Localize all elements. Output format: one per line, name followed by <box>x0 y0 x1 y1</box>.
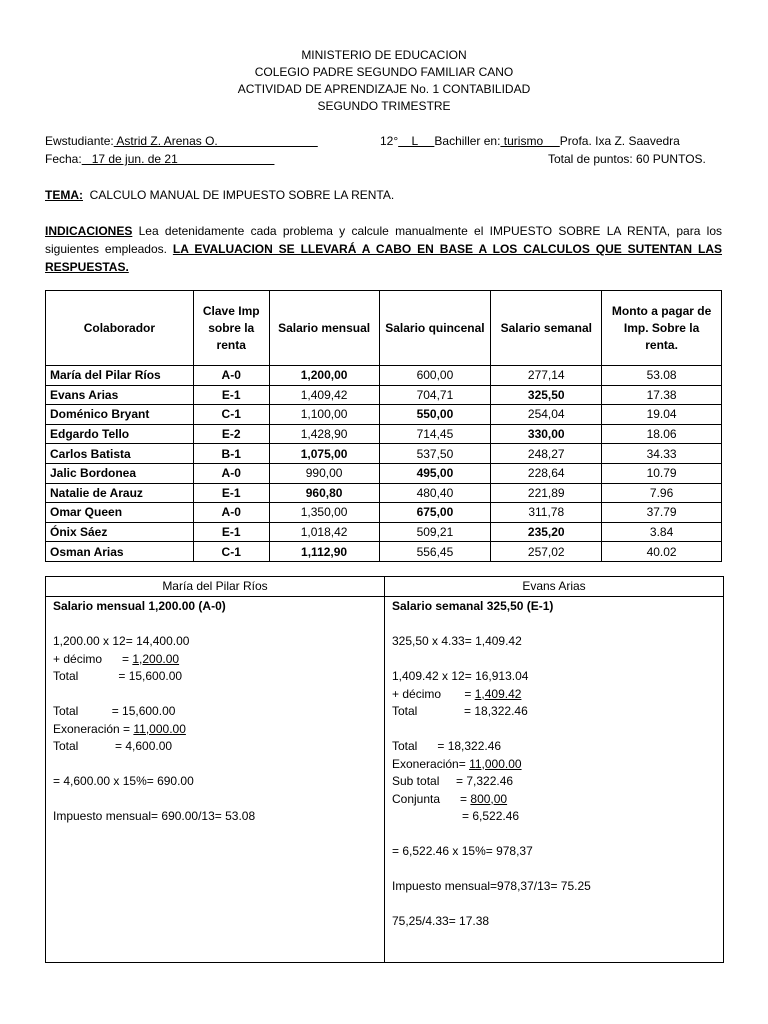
monthly-salary: 1,428,90 <box>269 424 379 444</box>
student-label: Ewstudiante: <box>45 134 114 148</box>
weekly-salary: 330,00 <box>491 424 602 444</box>
employee-name: Omar Queen <box>46 503 194 523</box>
col-header: Monto a pagar de Imp. Sobre la renta. <box>602 291 722 366</box>
calc-line <box>392 843 717 861</box>
calc-line <box>392 616 717 634</box>
table-row <box>46 542 722 562</box>
employee-name: Edgardo Tello <box>46 424 194 444</box>
calc-text: Impuesto mensual= 690.00/13= 53.08 <box>53 809 256 823</box>
table-row <box>46 405 722 425</box>
date-value: 17 de jun. de 21 <box>81 152 275 166</box>
calc-line <box>53 756 378 774</box>
calc-line <box>53 668 378 686</box>
employee-name: Evans Arias <box>46 385 194 405</box>
calc-line <box>392 738 717 756</box>
weekly-salary: 235,20 <box>491 522 602 542</box>
weekly-salary: 257,02 <box>491 542 602 562</box>
calc-line <box>392 913 717 931</box>
calc-underlined-value: 11,000.00 <box>469 756 522 771</box>
employee-name: Ónix Sáez <box>46 522 194 542</box>
monthly-salary: 990,00 <box>269 463 379 483</box>
calc-line <box>392 668 717 686</box>
calc-underlined-value: 1,409.42 <box>474 686 522 701</box>
calc-line <box>53 598 378 616</box>
employee-name: Natalie de Arauz <box>46 483 194 503</box>
tema-text: CALCULO MANUAL DE IMPUESTO SOBRE LA RENTA. <box>83 188 395 202</box>
calc-line <box>53 738 378 756</box>
col-header: Salario mensual <box>269 291 379 366</box>
grade-value: L <box>398 134 435 148</box>
grade-label: 12° <box>380 134 399 148</box>
calc-text: Total = 4,600.00 <box>53 739 173 753</box>
calc-text: + décimo = <box>53 651 133 666</box>
student-name: Astrid Z. Arenas O. <box>113 134 318 148</box>
employee-name: Carlos Batista <box>46 444 194 464</box>
indicaciones-label: INDICACIONES <box>45 224 133 238</box>
calc-line <box>53 686 378 704</box>
calc-text: Exoneración= <box>392 756 470 771</box>
tax-code: A-0 <box>193 503 269 523</box>
left-calc-title: María del Pilar Ríos <box>162 579 268 593</box>
employee-name: Doménico Bryant <box>46 405 194 425</box>
tax-code: C-1 <box>193 542 269 562</box>
indicaciones-text: Lea detenidamente cada problema y calcule manualmente el IMPUESTO SOBRE LA RENTA, para los siguientes empleados. <box>45 224 722 256</box>
tax-amount: 18.06 <box>602 424 722 444</box>
date-row <box>45 152 274 166</box>
calc-line <box>392 651 717 669</box>
biweekly-salary: 714,45 <box>379 424 491 444</box>
right-calc-title: Evans Arias <box>522 579 586 593</box>
calc-text: = 4,600.00 x 15%= 690.00 <box>53 774 194 788</box>
tax-amount: 10.79 <box>602 463 722 483</box>
monthly-salary: 1,409,42 <box>269 385 379 405</box>
biweekly-salary: 509,21 <box>379 522 491 542</box>
calc-text: 325,50 x 4.33= 1,409.42 <box>392 634 522 648</box>
tax-code: A-0 <box>193 463 269 483</box>
table-row <box>46 444 722 464</box>
monthly-salary: 1,200,00 <box>269 366 379 386</box>
date-label: Fecha: <box>45 152 82 166</box>
table-header-row <box>46 291 722 366</box>
calculation-box <box>45 576 724 963</box>
calc-text: = 6,522.46 x 15%= 978,37 <box>392 844 533 858</box>
calc-text: 1,200.00 x 12= 14,400.00 <box>53 634 190 648</box>
calc-text: Sub total = 7,322.46 <box>392 774 514 788</box>
tax-amount: 34.33 <box>602 444 722 464</box>
table-row <box>46 424 722 444</box>
calc-line <box>392 808 717 826</box>
tax-amount: 17.38 <box>602 385 722 405</box>
school-name: COLEGIO PADRE SEGUNDO FAMILIAR CANO <box>254 65 514 79</box>
calc-line <box>392 773 717 791</box>
col-header: Salario semanal <box>491 291 602 366</box>
table-row <box>46 503 722 523</box>
table-row <box>46 522 722 542</box>
student-row <box>45 134 318 148</box>
monthly-salary: 1,075,00 <box>269 444 379 464</box>
calc-underlined-value: 1,200.00 <box>132 651 180 666</box>
table-row <box>46 366 722 386</box>
calc-text: Conjunta = <box>392 791 471 806</box>
monthly-salary: 1,100,00 <box>269 405 379 425</box>
calc-text: Exoneración = <box>53 721 134 736</box>
right-calc-body <box>392 598 717 931</box>
tema-label: TEMA: <box>45 188 83 202</box>
tax-amount: 3.84 <box>602 522 722 542</box>
tax-amount: 40.02 <box>602 542 722 562</box>
grade-group <box>380 134 680 148</box>
calc-line <box>392 721 717 739</box>
table-row <box>46 385 722 405</box>
indicaciones <box>45 222 722 276</box>
calc-underlined-value: 11,000.00 <box>133 721 186 736</box>
calc-line <box>53 721 378 739</box>
calc-text: Total = 18,322.46 <box>392 704 528 718</box>
calc-text: + décimo = <box>392 686 475 701</box>
biweekly-salary: 600,00 <box>379 366 491 386</box>
tax-code: E-2 <box>193 424 269 444</box>
biweekly-salary: 556,45 <box>379 542 491 562</box>
calc-text: Salario mensual 1,200.00 (A-0) <box>53 599 226 613</box>
biweekly-salary: 480,40 <box>379 483 491 503</box>
employee-name: Osman Arias <box>46 542 194 562</box>
bachiller-label: Bachiller en: <box>434 134 501 148</box>
calc-text: 1,409.42 x 12= 16,913.04 <box>392 669 529 683</box>
teacher-name: Profa. Ixa Z. Saavedra <box>559 134 680 148</box>
tax-code: C-1 <box>193 405 269 425</box>
calc-line <box>53 808 378 826</box>
tema-row <box>45 188 394 202</box>
weekly-salary: 254,04 <box>491 405 602 425</box>
weekly-salary: 277,14 <box>491 366 602 386</box>
ministry-title: MINISTERIO DE EDUCACION <box>301 48 467 62</box>
calc-underlined-value: 800,00 <box>470 791 508 806</box>
col-header: Clave Imp sobre la renta <box>193 291 269 366</box>
biweekly-salary: 675,00 <box>379 503 491 523</box>
table-row <box>46 463 722 483</box>
tax-amount: 37.79 <box>602 503 722 523</box>
employees-table <box>45 290 722 562</box>
trimester: SEGUNDO TRIMESTRE <box>317 99 451 113</box>
calc-line <box>392 896 717 914</box>
calc-line <box>392 878 717 896</box>
employee-name: María del Pilar Ríos <box>46 366 194 386</box>
col-header: Colaborador <box>46 291 194 366</box>
weekly-salary: 248,27 <box>491 444 602 464</box>
biweekly-salary: 550,00 <box>379 405 491 425</box>
tax-code: A-0 <box>193 366 269 386</box>
tax-code: E-1 <box>193 483 269 503</box>
tax-code: E-1 <box>193 522 269 542</box>
total-points: Total de puntos: 60 PUNTOS. <box>548 152 706 166</box>
calc-line <box>53 651 378 669</box>
biweekly-salary: 704,71 <box>379 385 491 405</box>
calc-text: Salario semanal 325,50 (E-1) <box>392 599 554 613</box>
biweekly-salary: 495,00 <box>379 463 491 483</box>
header-divider <box>46 596 723 597</box>
weekly-salary: 228,64 <box>491 463 602 483</box>
indicaciones-emphasis: LA EVALUACION SE LLEVARÁ A CABO EN BASE A LOS CALCULOS QUE SUTENTAN LAS RESPUESTAS. <box>45 242 722 274</box>
calc-line <box>392 686 717 704</box>
weekly-salary: 221,89 <box>491 483 602 503</box>
column-divider <box>384 577 385 962</box>
calc-line <box>392 633 717 651</box>
calc-line <box>392 703 717 721</box>
calc-text: = 6,522.46 <box>392 809 520 823</box>
calc-text: Total = 15,600.00 <box>53 669 183 683</box>
col-header: Salario quincenal <box>379 291 491 366</box>
tax-amount: 7.96 <box>602 483 722 503</box>
weekly-salary: 311,78 <box>491 503 602 523</box>
calc-line <box>53 616 378 634</box>
monthly-salary: 1,350,00 <box>269 503 379 523</box>
calc-text: Total = 15,600.00 <box>53 704 176 718</box>
calc-line <box>392 791 717 809</box>
calc-line <box>392 861 717 879</box>
calc-line <box>53 703 378 721</box>
calc-text: Total = 18,322.46 <box>392 739 502 753</box>
monthly-salary: 960,80 <box>269 483 379 503</box>
tax-code: E-1 <box>193 385 269 405</box>
calc-text: Impuesto mensual=978,37/13= 75.25 <box>392 879 591 893</box>
employee-name: Jalic Bordonea <box>46 463 194 483</box>
monthly-salary: 1,112,90 <box>269 542 379 562</box>
calc-line <box>53 791 378 809</box>
activity-title: ACTIVIDAD DE APRENDIZAJE No. 1 CONTABILIDAD <box>237 82 531 96</box>
tax-amount: 53.08 <box>602 366 722 386</box>
tax-amount: 19.04 <box>602 405 722 425</box>
calc-line <box>392 756 717 774</box>
calc-line <box>392 598 717 616</box>
tax-code: B-1 <box>193 444 269 464</box>
calc-line <box>53 633 378 651</box>
bachiller-value: turismo <box>500 134 560 148</box>
left-calc-body <box>53 598 378 826</box>
monthly-salary: 1,018,42 <box>269 522 379 542</box>
calc-text: 75,25/4.33= 17.38 <box>392 914 490 928</box>
calc-line <box>53 773 378 791</box>
biweekly-salary: 537,50 <box>379 444 491 464</box>
weekly-salary: 325,50 <box>491 385 602 405</box>
calc-line <box>392 826 717 844</box>
table-row <box>46 483 722 503</box>
